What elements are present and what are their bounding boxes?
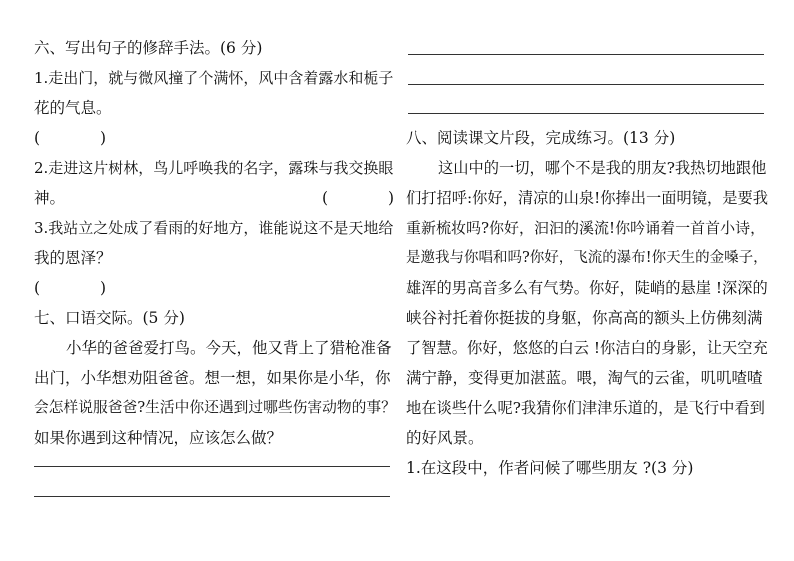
q1-paren-close: ) [100, 129, 107, 147]
q2-text-line-2: 神。 [34, 189, 66, 207]
q2-paren-open: ( [322, 189, 329, 207]
q3-text-line-1: 3.我站立之处成了看雨的好地方，谁能说这不是天地给 [34, 219, 394, 237]
s7-text-line-4: 如果你遇到这种情况，应该怎么做？ [34, 429, 283, 447]
question-1-text: 1.在这段中，作者问候了哪些朋友 ?(3 分) [406, 459, 694, 477]
section-8-title: 八、阅读课文片段，完成练习。(13 分) [406, 129, 676, 147]
section-6-title: 六、写出句子的修辞手法。(6 分) [34, 39, 263, 57]
q2-text-line-1: 2.走进这片树林，鸟儿呼唤我的名字，露珠与我交换眼 [34, 159, 394, 177]
s7-text-line-1: 小华的爸爸爱打鸟。今天，他又背上了猎枪准备 [66, 339, 392, 357]
s7-text-line-2: 出门，小华想劝阻爸爸。想一想，如果你是小华，你 [34, 369, 391, 387]
q2-paren-close: ) [388, 189, 395, 207]
q3-text-line-2: 我的恩泽？ [34, 249, 112, 267]
passage-line-2: 们打招呼:你好，清凉的山泉!你捧出一面明镜，是要我 [406, 189, 769, 207]
s7-text-line-3: 会怎样说服爸爸?生活中你还遇到过哪些伤害动物的事？ [34, 399, 396, 416]
answer-line-top-3[interactable] [408, 113, 764, 114]
answer-line-top-1[interactable] [408, 54, 764, 55]
passage-line-7: 了智慧。你好，悠悠的白云 !你洁白的身影，让天空充 [406, 339, 768, 357]
q3-paren-open: ( [34, 279, 41, 297]
passage-line-5: 雄浑的男高音多么有气势。你好，陡峭的悬崖 !深深的 [406, 279, 768, 297]
passage-line-10: 的好风景。 [406, 429, 484, 447]
passage-line-3: 重新梳妆吗?你好，汩汩的溪流!你吟诵着一首首小诗， [406, 219, 766, 237]
q1-text-line-2: 花的气息。 [34, 99, 112, 117]
passage-line-6: 峡谷衬托着你挺拔的身躯，你高高的额头上仿佛刻满 [406, 309, 763, 327]
passage-line-1: 这山中的一切，哪个不是我的朋友?我热切地跟他 [438, 159, 767, 177]
passage-line-4: 是邀我与你唱和吗?你好，飞流的瀑布!你天生的金嗓子， [406, 250, 768, 266]
q3-paren-close: ) [100, 279, 107, 297]
q1-text-line-1: 1.走出门，就与微风撞了个满怀，风中含着露水和栀子 [34, 69, 394, 87]
passage-line-8: 满宁静，变得更加湛蓝。喂，淘气的云雀，叽叽喳喳 [406, 369, 763, 387]
s7-answer-line-1[interactable] [34, 466, 390, 467]
section-7-title: 七、口语交际。(5 分) [34, 309, 185, 327]
s7-answer-line-2[interactable] [34, 496, 390, 497]
answer-line-top-2[interactable] [408, 84, 764, 85]
q1-paren-open: ( [34, 129, 41, 147]
passage-line-9: 地在谈些什么呢?我猜你们津津乐道的，是飞行中看到 [406, 399, 765, 417]
